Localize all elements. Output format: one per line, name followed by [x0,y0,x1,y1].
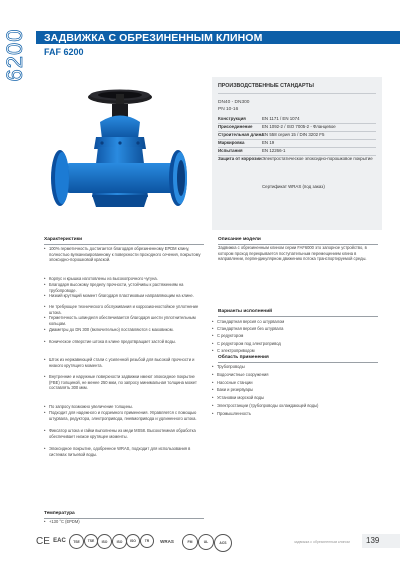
product-code: FAF 6200 [44,47,84,57]
divider [218,93,376,94]
feature-text: Корпус и крышка изготовлены из высокопрочного чугуна. [49,276,158,281]
feature-text: Внутренние и наружные поверхности задвижки имеют эпоксидное покрытие (FBE) толщиной, не менее 250 мкм, по запросу минимальная толщина может составлять 300 мкм. [49,374,197,391]
feature-item: • Благодаря высокому пределу прочности, устойчивы к растяжениям на трубопроводе. [44,282,204,293]
variants-heading: Варианты исполнений [218,309,273,314]
feature-item: • Герметичность шпинделя обеспечивается благодаря шести уплотнительным кольцам. [44,315,204,326]
temperature-text: +130 °C (EPDM) [49,519,80,524]
application-text: Установки морской воды [217,395,265,401]
application-heading: Область применения [218,355,269,360]
variant-item: • С редуктором под электропривод [212,341,372,347]
model-description-text: Задвижка с обрезиненным клином серии FAF6000 это запорное устройство, в котором проход перекрывается поступательным перемещением клина в направлении, перпендикулярном движению потока транспортируемой среды. [218,245,367,262]
cert-label: UL [203,540,209,544]
feature-item: • Низкий крутящий момент благодаря пластиковым направляющим на клине. [44,293,204,299]
standards-row-key: Присоединение [218,124,253,129]
standards-panel [212,77,382,230]
feature-text: Подходит для надежного и подземного применения. Управляется с помощью штурвала, редуктора, электропривода, пневмопривода и удлиненного штока. [49,410,197,421]
application-text: Водоочистные сооружения [217,371,269,377]
feature-item: • Шток из нержавеющей стали с усиленной резьбой для высокой прочности и низкого крутящего момента. [44,357,204,368]
side-model-number [0,20,30,90]
feature-text: Шток из нержавеющей стали с усиленной резьбой для высокой прочности и низкого крутящего момента. [49,357,195,368]
footer-caption: задвижка с обрезиненным клином [294,540,350,544]
variant-item: • Стандартная версия со штурвалом [212,319,372,325]
feature-item: • Диаметры до DN 300 (включительно) поставляются с маховиком. [44,327,204,333]
divider [218,316,378,317]
application-item: • Водоочистные сооружения [212,372,372,378]
cert-label: ISO [116,539,123,544]
standards-row-key: Строительная длина [218,132,264,137]
application-text: Трубопроводы [217,364,245,369]
iso-cert-icon [126,534,140,548]
feature-item: • Не требующее технического обслуживания и коррозионностойкое уплотнение штока. [44,304,204,315]
standards-row-key: Конструкция [218,116,246,121]
standards-row-value: EN 12266-1 [262,148,286,153]
standards-row-value: Сертификат WRAS (под заказ) [262,184,325,189]
feature-text: Низкий крутящий момент благодаря пластиковым направляющим на клине. [49,293,194,298]
temperature-item: • +130 °C (EPDM) [44,519,204,525]
application-text: Электростанции (трубопроводы охлаждающей воды) [217,403,319,408]
application-item: • Баки и резервуары [212,387,372,393]
cert-mark-icon [198,534,214,550]
title-bar [36,31,400,44]
divider [218,362,378,363]
feature-text: Эпоксидное покрытие, одобренное WRAS, подходит для использования в системах питьевой воды. [49,446,191,457]
wras-mark-icon [154,531,180,551]
feature-text: 100% герметичность достигается благодаря обрезиненному EPDM клину, полностью вулканизированному к поверхности проходного сечения, покрытому эпоксидно-порошковой краской. [49,246,201,263]
cert-label: TSE [87,539,95,543]
feature-text: Коническое отверстие штока в клине предотвращает застой воды. [49,339,176,344]
gate-valve-image [38,77,198,232]
iso-cert-icon [97,534,112,549]
variant-item: • С электроприводом [212,348,372,354]
page-title: ЗАДВИЖКА С ОБРЕЗИНЕННЫМ КЛИНОМ [44,32,263,44]
feature-item: • Эпоксидное покрытие, одобренное WRAS, подходит для использования в системах питьевой воды. [44,446,204,457]
temperature-heading: Температура [44,511,75,516]
model-description-heading: Описание модели [218,237,261,242]
cert-label: ACS [219,541,227,545]
feature-text: По запросу возможно увеличение толщины. [49,404,133,409]
feature-item: • Внутренние и наружные поверхности задвижки имеют эпоксидное покрытие (FBE) толщиной, не менее 250 мкм, по запросу минимальная толщина может составлять 300 мкм. [44,374,204,391]
variant-text: С электроприводом [217,347,255,353]
feature-item: • По запросу возможно увеличение толщины. [44,404,204,410]
standards-row-value: EN 19 [262,140,275,145]
application-text: Баки и резервуары [217,387,254,393]
feature-item: • 100% герметичность достигается благодаря обрезиненному EPDM клину, полностью вулканизированному к поверхности проходного сечения, покрытому эпоксидно-порошковой краской. [44,246,204,263]
feature-item: • Фиксатор штока и гайки выполнены из меди MS58. Высокотемная обработка обеспечивает низкое крутящее моменты. [44,428,204,439]
ce-mark-icon [36,531,50,551]
feature-text: Герметичность шпинделя обеспечивается благодаря шести уплотнительным кольцам. [49,315,196,326]
feature-text: Не требующее технического обслуживания и коррозионностойкое уплотнение штока. [49,304,199,315]
cert-label: FM [187,540,193,544]
variant-text: Стандартная версия без штурвала [217,326,284,332]
features-heading: Характеристики [44,237,83,242]
standards-row-value: EN 1171 / EN 1074 [262,116,300,121]
application-text: Насосные станции [217,379,253,385]
feature-item: • Коническое отверстие штока в клине предотвращает застой воды. [44,339,204,345]
cert-mark-icon [140,534,154,548]
feature-text: Благодаря высокому пределу прочности, устойчивы к растяжениям на трубопроводе. [49,282,184,293]
application-item: • Электростанции (трубопроводы охлаждающей воды) [212,403,372,409]
dn-range: DN40 - DN300 [218,100,250,105]
variant-text: С редуктором под электропривод [217,340,281,346]
cert-label: TR [144,539,150,543]
tse-mark-icon [84,534,98,548]
page-number-tab [362,534,400,548]
cert-label: EAC [53,538,66,544]
standards-heading: ПРОИЗВОДСТВЕННЫЕ СТАНДАРТЫ [218,83,314,89]
acs-mark-icon [214,534,232,552]
page-number: 139 [366,536,380,545]
application-item: • Насосные станции [212,380,372,386]
cert-label: CE [36,535,50,547]
application-text: Промышленность [217,410,252,416]
iso-cert-icon [112,534,127,549]
feature-text: Диаметры до DN 300 (включительно) поставляются с маховиком. [49,327,174,332]
cert-label: ISO [101,539,108,544]
variant-item: • С редуктором [212,333,372,339]
feature-item: • Подходит для надежного и подземного применения. Управляется с помощью штурвала, редуктора, электропривода, пневмопривода и удлиненного штока. [44,410,204,421]
variant-text: Стандартная версия со штурвалом [217,319,285,324]
cert-label: TSE [73,539,80,544]
standards-row-value: Электростатическое эпоксидно-порошковое покрытие [262,156,373,161]
variant-item: • Стандартная версия без штурвала [212,326,372,332]
pn-range: PN 10-16 [218,107,239,112]
feature-text: Фиксатор штока и гайки выполнены из меди MS58. Высокотемная обработка обеспечивает низкое крутящее моменты. [49,428,196,439]
tse-mark-icon [69,534,84,549]
standards-row-key: Маркировка [218,140,245,145]
application-item: • Трубопроводы [212,364,372,370]
side-model-number-text: 6200 [2,28,27,82]
cert-label: ISO [130,539,136,543]
standards-row-value: EN 1092-2 / ISO 7005-2 - Фланцевое [262,124,336,129]
application-item: • Промышленность [212,411,372,417]
standards-row-value: EN 558 серия 15 / DIN 3202 F5 [262,132,325,137]
eac-mark-icon [52,531,67,551]
divider [44,244,204,245]
feature-item: • Корпус и крышка изготовлены из высокопрочного чугуна. [44,276,204,282]
standards-row-key: Испытания [218,148,243,153]
standards-row-key: Защита от коррозии [218,156,262,161]
cert-mark-icon [182,534,198,550]
cert-label: WRAS [160,538,174,544]
variant-text: С редуктором [217,333,244,339]
application-item: • Установки морской воды [212,395,372,401]
